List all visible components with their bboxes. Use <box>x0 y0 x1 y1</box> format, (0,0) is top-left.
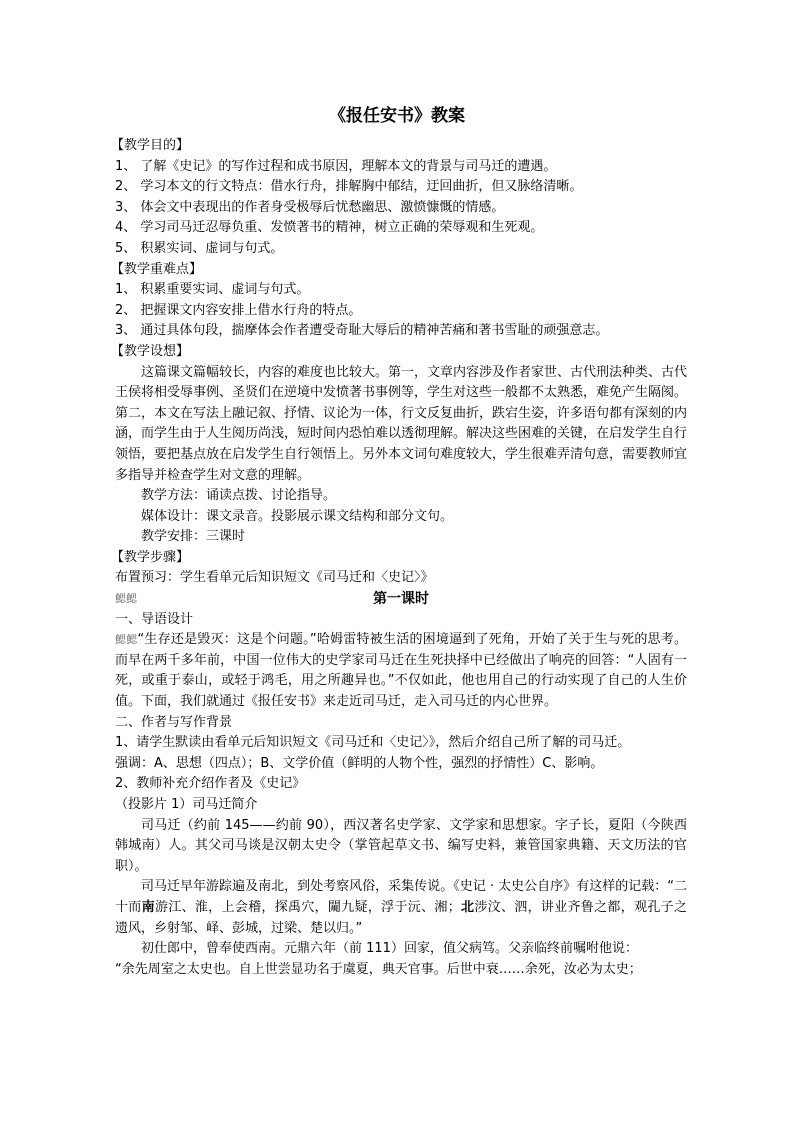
garbled-mark: 鰓鰓 <box>115 592 137 606</box>
document-body <box>111 136 688 980</box>
key-heading: 【教学重难点】 <box>111 261 203 277</box>
method-line: 教学方法：诵读点拨、讨论指导。 <box>141 488 337 504</box>
lesson-row <box>115 589 687 610</box>
intro-paragraph <box>115 630 687 712</box>
section2-item: 1、请学生默读由看单元后知识短文《司马迁和〈史记〉》，然后介绍自己所了解的司马迁。 <box>115 735 631 751</box>
media-line: 媒体设计：课文录音。投影展示课文结构和部分文句。 <box>141 508 454 524</box>
key-item: 2、 把握课文内容安排上借水行舟的特点。 <box>115 302 362 318</box>
design-paragraph: 这篇课文篇幅较长，内容的难度也比较大。第一，文章内容涉及作者家世、古代刑法种类、古代王侯将相受辱事例、圣贤们在逆境中发愤著书事例等，学生对这些一般都不太熟悉，难免产生隔阂。第二，本文在写法上融记叙、抒情、议论为一体，行文反复曲折，跌宕生姿，许多语句都有深刻的内涵，而学生由于人生阅历尚浅，短时间内恐怕难以透彻理解。解决这些困难的关键，在启发学生自行领悟，要把基点放在启发学生自行领悟上。另外本文词句难度较大，学生很难弄清句意，需要教师宜多指导并检查学生对文意的理解。 <box>115 364 688 483</box>
steps-heading: 【教学步骤】 <box>111 549 190 565</box>
goals-heading: 【教学目的】 <box>111 138 190 153</box>
schedule-line: 教学安排：三课时 <box>141 529 246 545</box>
section2-emphasis: 强调：A、思想（四点）；B、文学价值（鲜明的人物个性，强烈的抒情性）C、影响。 <box>115 755 604 771</box>
garbled-mark: 鰓鰓 <box>115 633 138 647</box>
intro-text: “生存还是毁灭：这是个问题。”哈姆雷特被生活的困境逼到了死角，开始了关于生与死的思考。而早在两千多年前，中国一位伟大的史学家司马迁在生死抉择中已经做出了响亮的回答：“人固有一死，或重于泰山，或轻于鸿毛，用之所趣异也。”不仅如此，他也用自己的行动实现了自己的人生价值。下面，我们就通过《报任安书》来走近司马迁，走入司马迁的内心世界。 <box>115 632 687 710</box>
design-heading: 【教学设想】 <box>111 343 190 359</box>
key-item: 1、 积累重要实词、虚词与句式。 <box>115 282 310 298</box>
section1-heading: 一、导语设计 <box>115 611 194 627</box>
section2-item: 2、教师补充介绍作者及《史记》 <box>115 776 306 792</box>
document-title: 《报任安书》教案 <box>329 106 465 126</box>
goal-item: 4、 学习司马迁忍辱负重、发愤著书的精神，树立正确的荣辱观和生死观。 <box>115 220 544 236</box>
goal-item: 5、 积累实词、虚词与句式。 <box>115 240 284 256</box>
preview-line: 布置预习：学生看单元后知识短文《司马迁和〈史记〉》 <box>115 570 434 586</box>
key-item: 3、 通过具体句段，揣摩体会作者遭受奇耻大辱后的精神苦痛和著书雪耻的顽强意志。 <box>115 323 609 339</box>
section2-heading: 二、作者与写作背景 <box>115 714 233 730</box>
bio-paragraph: 司马迁（约前 145——约前 90），西汉著名史学家、文学家和思想家。字子长，夏阳（今陕西韩城南）人。其父司马谈是汉朝太史令（掌管起草文书、编写史料，兼管国家典籍、天文历法的官职）。 <box>115 817 687 874</box>
goal-item: 3、 体会文中表现出的作者身受极辱后忧愁幽思、激愤慷慨的情感。 <box>115 199 505 215</box>
lesson-title: 第一课时 <box>373 591 429 608</box>
goal-item: 1、 了解《史记》的写作过程和成书原因，理解本文的背景与司马迁的遭遇。 <box>115 158 557 174</box>
goal-item: 2、 学习本文的行文特点：借水行舟，排解胸中郁结，迂回曲折，但又脉络清晰。 <box>115 179 583 195</box>
projection-label: （投影片 1）司马迁简介 <box>115 797 258 812</box>
bio-paragraph: 初仕郎中，曾奉使西南。元鼎六年（前 111）回家，值父病笃。父亲临终前嘱咐他说： <box>141 941 638 957</box>
bio-quote: “余先周室之太史也。自上世尝显功名于虞夏，典天官事。后世中衰……余死，汝必为太史； <box>115 961 642 977</box>
bio-paragraph: 司马迁早年游踪遍及南北，到处考察风俗，采集传说。《史记 · 太史公自序》有这样的记载：“二十而南游江、淮，上会稽，探禹穴，闚九疑，浮于沅、湘；北涉汶、泗，讲业齐鲁之都，观孔子之遗风，乡射邹、峄、彭城，过梁、楚以归。” <box>115 879 687 936</box>
